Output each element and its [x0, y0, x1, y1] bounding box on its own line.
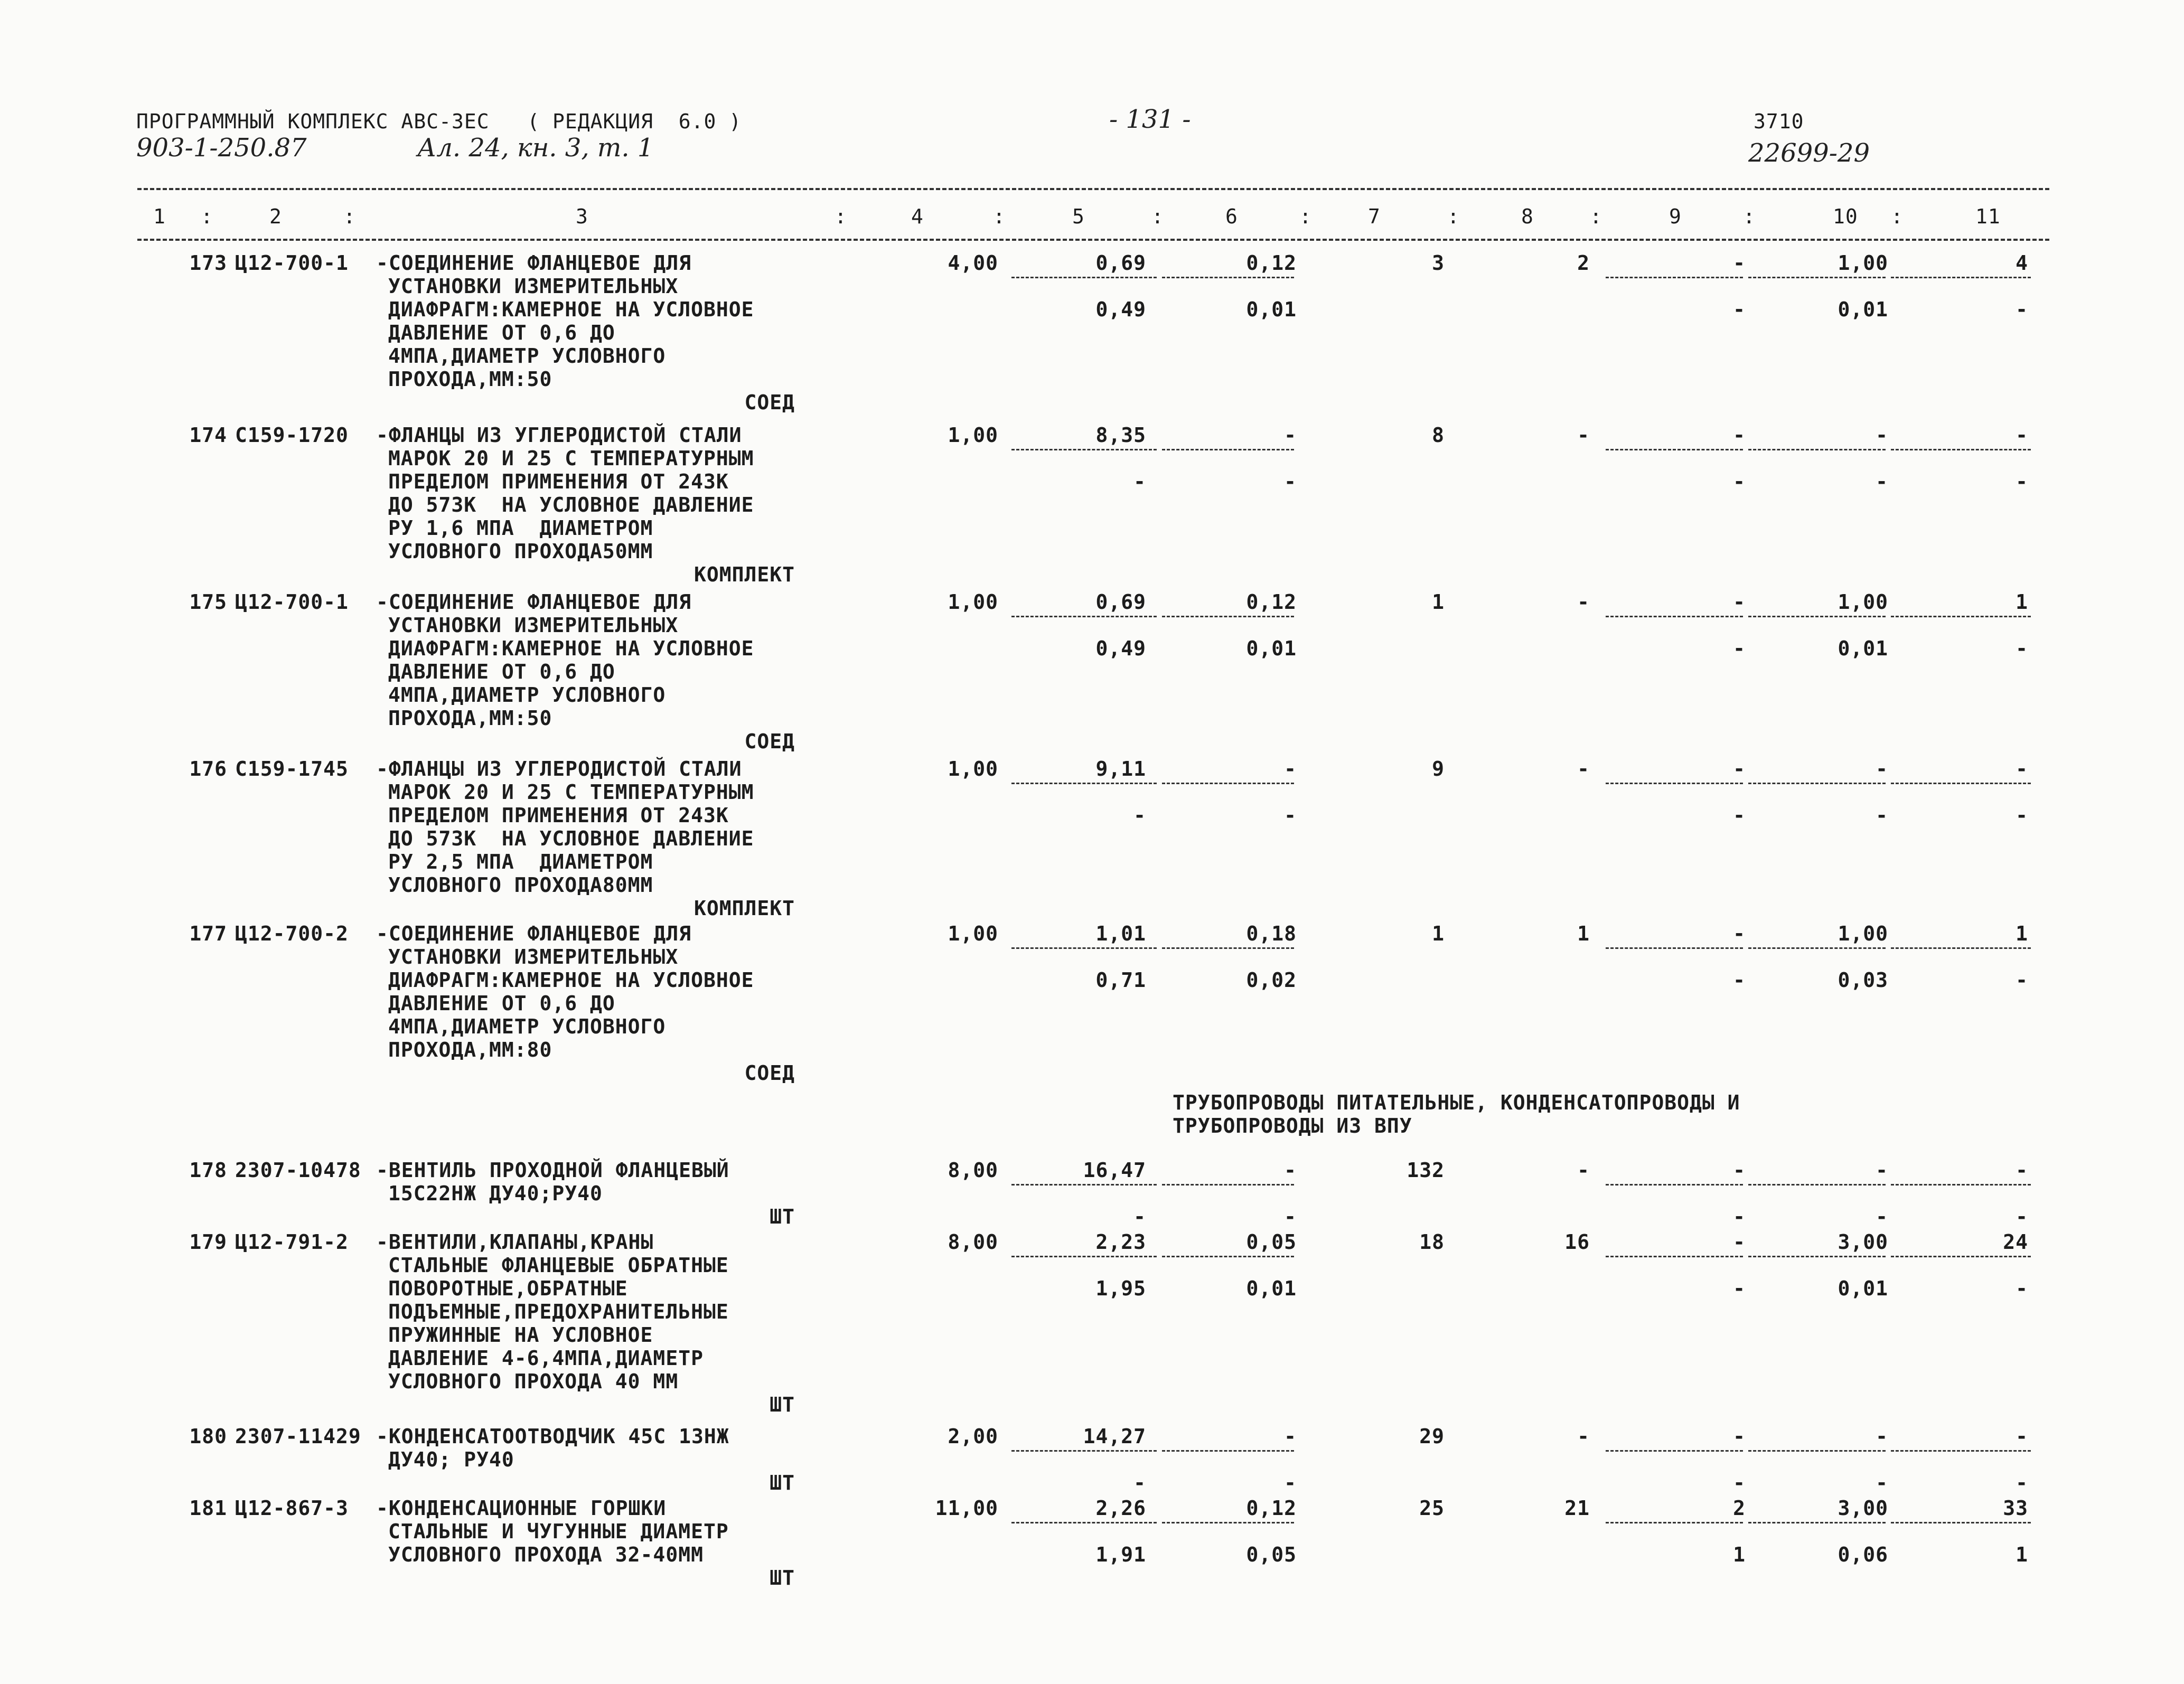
row-value-top: 24 [2003, 1230, 2028, 1254]
row-value-bottom: 1,91 [1095, 1543, 1146, 1566]
row-code: Ц12-700-2 [235, 922, 349, 945]
row-quantity: 11,00 [935, 1497, 998, 1520]
row-value-top: 3 [1432, 251, 1445, 275]
row-value-top: 0,18 [1246, 922, 1297, 945]
column-separator: : [835, 205, 847, 228]
row-quantity: 8,00 [948, 1230, 998, 1254]
row-value-bottom: - [2016, 637, 2028, 660]
row-code: 2307-10478 [235, 1159, 361, 1182]
row-value-bottom: - [1133, 1471, 1146, 1494]
value-divider [1891, 449, 2031, 450]
row-value-top: - [1733, 1230, 1746, 1254]
row-description-line: ДУ40; РУ40 [388, 1448, 514, 1471]
row-code: Ц12-700-1 [235, 251, 349, 275]
row-number: 178 [189, 1159, 227, 1182]
value-divider [1606, 616, 1743, 617]
row-value-top: 1,01 [1095, 922, 1146, 945]
row-code: Ц12-867-3 [235, 1497, 349, 1520]
row-description-line: МАРОК 20 И 25 С ТЕМПЕРАТУРНЫМ [388, 447, 754, 470]
row-value-bottom: 0,49 [1095, 637, 1146, 660]
row-value-top: - [1733, 1159, 1746, 1182]
row-quantity: 1,00 [948, 922, 998, 945]
value-divider [1011, 616, 1157, 617]
row-description-line: 4МПА,ДИАМЕТР УСЛОВНОГО [388, 1015, 666, 1038]
row-value-top: - [1733, 424, 1746, 447]
value-divider [1748, 277, 1886, 278]
value-divider [1891, 1522, 2031, 1523]
row-description-line: РУ 2,5 МПА ДИАМЕТРОМ [388, 850, 653, 873]
column-header-4: 4 [911, 205, 924, 228]
value-divider [1606, 1184, 1743, 1186]
row-number: 173 [189, 251, 227, 275]
row-value-top: 25 [1419, 1497, 1445, 1520]
row-value-top: 33 [2003, 1497, 2028, 1520]
row-value-top: - [1577, 1425, 1590, 1448]
row-value-top: - [1876, 1159, 1888, 1182]
row-value-top: 2,26 [1095, 1497, 1146, 1520]
row-value-top: 18 [1419, 1230, 1445, 1254]
row-value-bottom: 1 [2016, 1543, 2028, 1566]
row-value-top: 14,27 [1083, 1425, 1146, 1448]
row-value-bottom: - [1733, 1471, 1746, 1494]
row-value-bottom: 0,01 [1246, 1277, 1297, 1300]
value-divider [1606, 947, 1743, 949]
row-description-line: ПРЕДЕЛОМ ПРИМЕНЕНИЯ ОТ 243К [388, 804, 729, 827]
row-description-line: ПОВОРОТНЫЕ,ОБРАТНЫЕ [388, 1277, 628, 1300]
row-description-line: -ФЛАНЦЫ ИЗ УГЛЕРОДИСТОЙ СТАЛИ [376, 757, 742, 780]
row-description-line: ДАВЛЕНИЕ ОТ 0,6 ДО [388, 992, 615, 1015]
row-unit: СОЕД [744, 1061, 795, 1085]
row-value-bottom: - [1133, 470, 1146, 493]
row-value-top: - [1876, 424, 1888, 447]
row-description-line: МАРОК 20 И 25 С ТЕМПЕРАТУРНЫМ [388, 780, 754, 804]
value-divider [1162, 1184, 1294, 1186]
value-divider [1748, 449, 1886, 450]
row-value-bottom: 0,01 [1246, 298, 1297, 321]
value-divider [1606, 783, 1743, 784]
row-value-bottom: - [1876, 1471, 1888, 1494]
program-title: ПРОГРАММНЫЙ КОМПЛЕКС АВС-3ЕС ( РЕДАКЦИЯ 6.0 ) [136, 110, 742, 133]
row-description-line: ПОДЪЕМНЫЕ,ПРЕДОХРАНИТЕЛЬНЫЕ [388, 1300, 729, 1323]
row-value-top: - [1284, 1425, 1297, 1448]
row-value-top: 4 [2016, 251, 2028, 275]
row-value-bottom: - [2016, 968, 2028, 992]
row-value-top: 3,00 [1838, 1497, 1888, 1520]
document-number: 22699-29 [1748, 138, 1870, 168]
row-quantity: 4,00 [948, 251, 998, 275]
row-value-top: 0,12 [1246, 1497, 1297, 1520]
row-unit: ШТ [770, 1566, 795, 1589]
row-value-top: - [1284, 1159, 1297, 1182]
row-value-bottom: - [2016, 298, 2028, 321]
value-divider [1011, 277, 1157, 278]
row-value-top: 3,00 [1838, 1230, 1888, 1254]
value-divider [1011, 1522, 1157, 1523]
value-divider [1162, 1450, 1294, 1452]
row-code: Ц12-791-2 [235, 1230, 349, 1254]
row-description-line: 4МПА,ДИАМЕТР УСЛОВНОГО [388, 344, 666, 368]
row-description-line: ПРОХОДА,ММ:50 [388, 368, 552, 391]
value-divider [1748, 1450, 1886, 1452]
row-code: С159-1720 [235, 424, 349, 447]
row-description-line: 15С22НЖ ДУ40;РУ40 [388, 1182, 603, 1205]
row-value-top: 1 [1432, 922, 1445, 945]
column-separator: : [343, 205, 356, 228]
row-description-line: УСЛОВНОГО ПРОХОДА 40 ММ [388, 1370, 679, 1393]
row-value-bottom: 1,95 [1095, 1277, 1146, 1300]
row-value-bottom: - [1733, 1277, 1746, 1300]
row-value-bottom: - [1876, 470, 1888, 493]
row-value-bottom: - [1733, 470, 1746, 493]
row-number: 175 [189, 590, 227, 614]
value-divider [1011, 1256, 1157, 1257]
value-divider [1162, 449, 1294, 450]
row-value-bottom: - [1733, 968, 1746, 992]
row-description-line: ДАВЛЕНИЕ 4-6,4МПА,ДИАМЕТР [388, 1347, 704, 1370]
row-value-top: 9 [1432, 757, 1445, 780]
row-number: 179 [189, 1230, 227, 1254]
value-divider [1891, 1184, 2031, 1186]
value-divider [1162, 277, 1294, 278]
row-description-line: -ФЛАНЦЫ ИЗ УГЛЕРОДИСТОЙ СТАЛИ [376, 424, 742, 447]
row-value-top: 0,12 [1246, 251, 1297, 275]
value-divider [1606, 277, 1743, 278]
row-value-top: - [1577, 590, 1590, 614]
row-code: С159-1745 [235, 757, 349, 780]
row-description-line: -ВЕНТИЛИ,КЛАПАНЫ,КРАНЫ [376, 1230, 654, 1254]
value-divider [1891, 783, 2031, 784]
row-value-bottom: - [1733, 298, 1746, 321]
value-divider [1011, 947, 1157, 949]
row-value-top: - [2016, 1159, 2028, 1182]
row-value-top: 8 [1432, 424, 1445, 447]
column-header-6: 6 [1225, 205, 1238, 228]
row-description-line: УСЛОВНОГО ПРОХОДА80ММ [388, 873, 653, 897]
row-number: 177 [189, 922, 227, 945]
row-value-bottom: - [1733, 1205, 1746, 1228]
column-header-5: 5 [1072, 205, 1085, 228]
row-value-top: 16 [1564, 1230, 1590, 1254]
row-value-bottom: 0,71 [1095, 968, 1146, 992]
column-separator: : [201, 205, 213, 228]
row-description-line: СТАЛЬНЫЕ ФЛАНЦЕВЫЕ ОБРАТНЫЕ [388, 1254, 729, 1277]
value-divider [1891, 947, 2031, 949]
column-separator: : [1447, 205, 1460, 228]
row-value-top: 21 [1564, 1497, 1590, 1520]
value-divider [1891, 616, 2031, 617]
section-title-line-2: ТРУБОПРОВОДЫ ИЗ ВПУ [1173, 1114, 1412, 1137]
row-value-bottom: 0,01 [1838, 298, 1888, 321]
column-header-7: 7 [1368, 205, 1381, 228]
row-value-bottom: - [1133, 804, 1146, 827]
row-number: 174 [189, 424, 227, 447]
row-quantity: 1,00 [948, 757, 998, 780]
row-number: 180 [189, 1425, 227, 1448]
row-description-line: УСТАНОВКИ ИЗМЕРИТЕЛЬНЫХ [388, 945, 679, 968]
row-unit: ШТ [770, 1471, 795, 1494]
row-value-top: 2 [1733, 1497, 1746, 1520]
project-number: 903-1-250.87 [136, 133, 307, 163]
row-description-line: УСЛОВНОГО ПРОХОДА 32-40ММ [388, 1543, 704, 1566]
row-value-top: 2 [1577, 251, 1590, 275]
row-number: 176 [189, 757, 227, 780]
row-unit: КОМПЛЕКТ [693, 563, 795, 586]
value-divider [1606, 1522, 1743, 1523]
row-description-line: ДИАФРАГМ:КАМЕРНОЕ НА УСЛОВНОЕ [388, 298, 754, 321]
column-header-10: 10 [1833, 205, 1858, 228]
row-description-line: ДИАФРАГМ:КАМЕРНОЕ НА УСЛОВНОЕ [388, 968, 754, 992]
row-description-line: -КОНДЕНСАЦИОННЫЕ ГОРШКИ [376, 1497, 667, 1520]
row-value-bottom: - [1876, 1205, 1888, 1228]
row-value-bottom: - [1133, 1205, 1146, 1228]
row-value-top: - [1577, 757, 1590, 780]
row-value-bottom: 1 [1733, 1543, 1746, 1566]
value-divider [1162, 947, 1294, 949]
row-description-line: -СОЕДИНЕНИЕ ФЛАНЦЕВОЕ ДЛЯ [376, 251, 691, 275]
column-header-8: 8 [1521, 205, 1534, 228]
row-code: Ц12-700-1 [235, 590, 349, 614]
row-value-top: 9,11 [1095, 757, 1146, 780]
row-value-top: - [1733, 1425, 1746, 1448]
row-value-top: - [1733, 251, 1746, 275]
row-description-line: УСТАНОВКИ ИЗМЕРИТЕЛЬНЫХ [388, 275, 679, 298]
document-code: 3710 [1754, 110, 1804, 133]
column-separator: : [1891, 205, 1904, 228]
row-quantity: 2,00 [948, 1425, 998, 1448]
row-unit: ШТ [770, 1205, 795, 1228]
row-description-line: ПРУЖИННЫЕ НА УСЛОВНОЕ [388, 1323, 653, 1347]
column-header-2: 2 [269, 205, 282, 228]
header-rule-bottom [137, 239, 2049, 241]
column-header-1: 1 [153, 205, 166, 228]
row-value-top: - [1876, 1425, 1888, 1448]
row-value-top: 8,35 [1095, 424, 1146, 447]
row-value-bottom: - [1284, 470, 1297, 493]
value-divider [1011, 1450, 1157, 1452]
row-value-top: 0,12 [1246, 590, 1297, 614]
row-description-line: УСЛОВНОГО ПРОХОДА50ММ [388, 540, 653, 563]
value-divider [1011, 449, 1157, 450]
value-divider [1162, 1256, 1294, 1257]
value-divider [1748, 616, 1886, 617]
column-header-11: 11 [1975, 205, 2001, 228]
row-description-line: ДАВЛЕНИЕ ОТ 0,6 ДО [388, 321, 615, 344]
value-divider [1891, 277, 2031, 278]
row-quantity: 1,00 [948, 424, 998, 447]
row-description-line: -СОЕДИНЕНИЕ ФЛАНЦЕВОЕ ДЛЯ [376, 590, 691, 614]
row-value-bottom: - [2016, 804, 2028, 827]
row-value-top: 2,23 [1095, 1230, 1146, 1254]
row-value-top: 132 [1407, 1159, 1445, 1182]
row-description-line: -ВЕНТИЛЬ ПРОХОДНОЙ ФЛАНЦЕВЫЙ [376, 1159, 729, 1182]
row-value-top: 1,00 [1838, 251, 1888, 275]
row-value-top: 0,69 [1095, 251, 1146, 275]
row-value-top: - [2016, 1425, 2028, 1448]
value-divider [1748, 1256, 1886, 1257]
value-divider [1011, 1184, 1157, 1186]
row-value-bottom: - [1284, 1205, 1297, 1228]
value-divider [1748, 783, 1886, 784]
row-description-line: -СОЕДИНЕНИЕ ФЛАНЦЕВОЕ ДЛЯ [376, 922, 691, 945]
row-value-top: 1 [2016, 922, 2028, 945]
row-description-line: РУ 1,6 МПА ДИАМЕТРОМ [388, 516, 653, 540]
row-value-bottom: - [1733, 637, 1746, 660]
row-description-line: ДИАФРАГМ:КАМЕРНОЕ НА УСЛОВНОЕ [388, 637, 754, 660]
row-description-line: 4МПА,ДИАМЕТР УСЛОВНОГО [388, 683, 666, 707]
row-value-bottom: 0,01 [1838, 637, 1888, 660]
row-value-top: 0,69 [1095, 590, 1146, 614]
value-divider [1011, 783, 1157, 784]
row-value-bottom: 0,49 [1095, 298, 1146, 321]
row-value-top: - [1284, 424, 1297, 447]
row-value-top: 29 [1419, 1425, 1445, 1448]
row-description-line: ПРЕДЕЛОМ ПРИМЕНЕНИЯ ОТ 243К [388, 470, 729, 493]
row-value-top: - [1733, 922, 1746, 945]
page-number: - 131 - [1109, 105, 1191, 134]
row-value-bottom: 0,01 [1838, 1277, 1888, 1300]
row-value-bottom: 0,03 [1838, 968, 1888, 992]
row-value-top: 1,00 [1838, 590, 1888, 614]
row-value-bottom: 0,01 [1246, 637, 1297, 660]
row-value-bottom: - [1733, 804, 1746, 827]
row-unit: ШТ [770, 1393, 795, 1416]
value-divider [1162, 1522, 1294, 1523]
row-number: 181 [189, 1497, 227, 1520]
value-divider [1891, 1450, 2031, 1452]
row-value-top: 16,47 [1083, 1159, 1146, 1182]
row-value-bottom: - [2016, 1277, 2028, 1300]
row-value-bottom: 0,02 [1246, 968, 1297, 992]
row-description-line: УСТАНОВКИ ИЗМЕРИТЕЛЬНЫХ [388, 614, 679, 637]
row-value-top: - [2016, 757, 2028, 780]
value-divider [1606, 1256, 1743, 1257]
row-value-bottom: - [2016, 1471, 2028, 1494]
row-description-line: ПРОХОДА,ММ:80 [388, 1038, 552, 1061]
section-title-line-1: ТРУБОПРОВОДЫ ПИТАТЕЛЬНЫЕ, КОНДЕНСАТОПРОВОДЫ И [1173, 1091, 1740, 1114]
value-divider [1606, 1450, 1743, 1452]
row-value-bottom: - [1284, 1471, 1297, 1494]
value-divider [1162, 783, 1294, 784]
row-value-top: - [1284, 757, 1297, 780]
header-rule-top [137, 188, 2049, 190]
row-value-top: - [2016, 424, 2028, 447]
row-value-top: 1 [2016, 590, 2028, 614]
row-description-line: СТАЛЬНЫЕ И ЧУГУННЫЕ ДИАМЕТР [388, 1520, 729, 1543]
row-code: 2307-11429 [235, 1425, 361, 1448]
column-separator: : [1743, 205, 1756, 228]
row-value-bottom: - [2016, 1205, 2028, 1228]
value-divider [1748, 1522, 1886, 1523]
column-header-9: 9 [1669, 205, 1682, 228]
value-divider [1891, 1256, 2031, 1257]
row-value-bottom: - [1876, 804, 1888, 827]
album-reference: Ал. 24, кн. 3, т. 1 [417, 133, 654, 163]
row-value-top: 1,00 [1838, 922, 1888, 945]
row-value-bottom: - [2016, 470, 2028, 493]
row-value-top: 1 [1577, 922, 1590, 945]
value-divider [1162, 616, 1294, 617]
row-value-top: - [1577, 1159, 1590, 1182]
row-unit: СОЕД [744, 730, 795, 753]
row-description-line: ДО 573К НА УСЛОВНОЕ ДАВЛЕНИЕ [388, 827, 754, 850]
row-value-top: 1 [1432, 590, 1445, 614]
row-value-top: - [1733, 757, 1746, 780]
value-divider [1748, 1184, 1886, 1186]
row-description-line: ПРОХОДА,ММ:50 [388, 707, 552, 730]
value-divider [1606, 449, 1743, 450]
row-unit: СОЕД [744, 391, 795, 414]
row-description-line: ДО 573К НА УСЛОВНОЕ ДАВЛЕНИЕ [388, 493, 754, 516]
row-quantity: 1,00 [948, 590, 998, 614]
value-divider [1748, 947, 1886, 949]
column-separator: : [993, 205, 1006, 228]
row-description-line: -КОНДЕНСАТООТВОДЧИК 45С 13НЖ [376, 1425, 729, 1448]
row-value-bottom: - [1284, 804, 1297, 827]
column-separator: : [1590, 205, 1602, 228]
column-separator: : [1299, 205, 1312, 228]
row-description-line: ДАВЛЕНИЕ ОТ 0,6 ДО [388, 660, 615, 683]
row-value-top: - [1733, 590, 1746, 614]
row-value-bottom: 0,05 [1246, 1543, 1297, 1566]
column-separator: : [1151, 205, 1164, 228]
column-header-3: 3 [576, 205, 588, 228]
row-unit: КОМПЛЕКТ [693, 897, 795, 920]
row-quantity: 8,00 [948, 1159, 998, 1182]
row-value-top: - [1876, 757, 1888, 780]
row-value-top: 0,05 [1246, 1230, 1297, 1254]
row-value-bottom: 0,06 [1838, 1543, 1888, 1566]
row-value-top: - [1577, 424, 1590, 447]
